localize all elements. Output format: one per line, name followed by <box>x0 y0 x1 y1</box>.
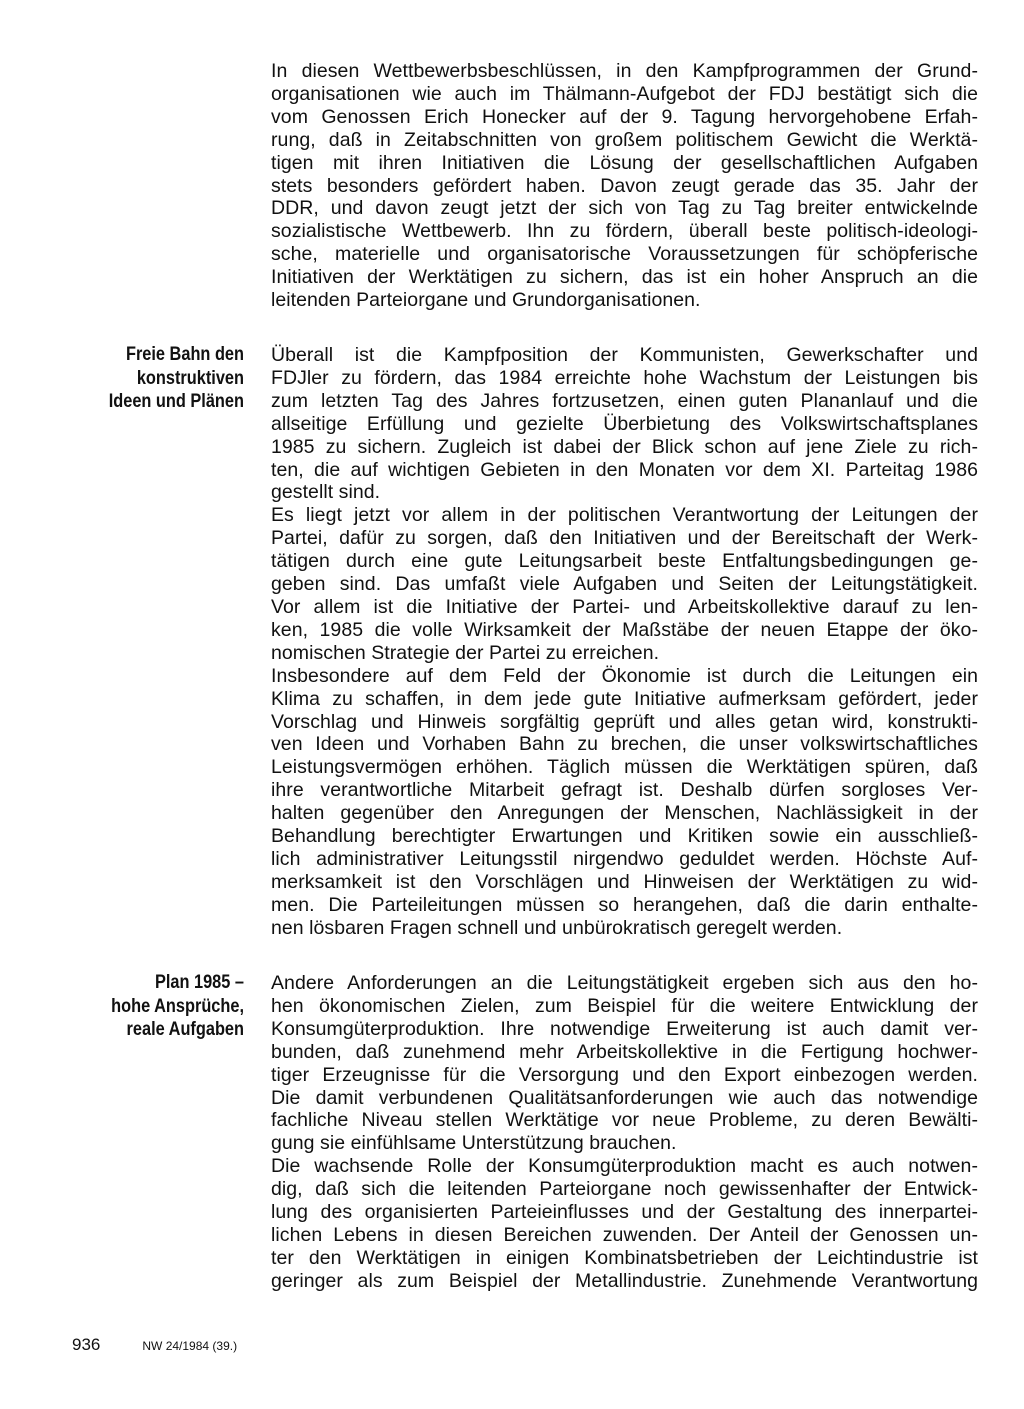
text-line: nomischen Strategie der Partei zu erreichen. <box>271 641 660 664</box>
text-line: Vorschlag und Hinweis sorgfältig geprüft und alles getan wird, konstrukti- <box>271 710 978 733</box>
text-line: gung sie einfühlsame Unterstützung brauchen. <box>271 1132 677 1155</box>
text-line: Partei, dafür zu sorgen, daß den Initiativen und der Bereitschaft der Werk- <box>271 527 978 550</box>
text-line: Leistungsvermögen erhöhen. Täglich müssen die Werktätigen spüren, daß <box>271 756 978 779</box>
text-line: DDR, und davon zeugt jetzt der sich von Tag zu Tag breiter entwickelnde <box>271 197 978 220</box>
text-line: nen lösbaren Fragen schnell und unbürokratisch geregelt werden. <box>271 916 843 939</box>
text-line: Behandlung berechtigter Erwartungen und Kritiken sowie ein ausschließ- <box>271 825 978 848</box>
paragraph-body <box>271 1155 978 1292</box>
page-footer <box>72 1335 237 1356</box>
text-line: tiger Erzeugnisse für die Versorgung und den Export einbezogen werden. <box>271 1063 978 1086</box>
text-line: Andere Anforderungen an die Leitungstätigkeit ergeben sich aus den ho- <box>271 972 978 994</box>
text-line: lung des organisierten Parteieinflusses und der Gestaltung des innerpartei- <box>271 1201 978 1224</box>
sidehead-plan-1985 <box>72 971 244 1042</box>
sidehead-line: hohe Ansprüche, <box>111 995 244 1017</box>
paragraph-body <box>271 504 978 664</box>
text-line: organisationen wie auch im Thälmann-Aufgebot der FDJ bestätigt sich die <box>271 82 978 105</box>
text-line: Initiativen der Werktätigen zu sichern, das ist ein hoher Anspruch an die <box>271 266 978 289</box>
paragraph-body <box>271 665 978 940</box>
text-line: Die damit verbundenen Qualitätsanforderungen wie auch das notwendige <box>271 1086 978 1109</box>
text-line: sche, materielle und organisatorische Voraussetzungen für schöpferische <box>271 243 978 266</box>
section-freie-bahn <box>271 344 978 940</box>
text-line: sozialistische Wettbewerb. Ihn zu fördern, überall beste politisch-ideologi- <box>271 220 978 243</box>
sidehead-line: Ideen und Plänen <box>108 391 245 412</box>
section-plan-1985 <box>271 972 978 1293</box>
text-line: men. Die Parteileitungen müssen so herangehen, daß die darin enthalte- <box>271 893 978 916</box>
text-line: ter den Werktätigen in einigen Kombinatsbetrieben der Leichtindustrie ist <box>271 1246 978 1269</box>
text-line: ten, die auf wichtigen Gebieten in den Monaten vor dem XI. Parteitag 1986 <box>271 458 978 481</box>
paragraph-body <box>271 972 978 1155</box>
text-line: halten gegenüber den Anregungen der Menschen, Nachlässigkeit in der <box>271 802 978 825</box>
text-line: fachliche Niveau stellen Werktätige vor neue Probleme, zu deren Bewälti- <box>271 1109 978 1132</box>
sidehead-line: Freie Bahn den <box>125 344 244 365</box>
text-line: vom Genossen Erich Honecker auf der 9. Tagung hervorgehobene Erfah- <box>271 105 978 128</box>
paragraph-wettbewerbsbeschluesse <box>271 60 978 312</box>
text-line: tigen mit ihren Initiativen die Lösung der gesellschaftlichen Aufgaben <box>271 151 978 174</box>
text-line: FDJler zu fördern, das 1984 erreichte hohe Wachstum der Leistungen bis <box>271 366 978 389</box>
sidehead-line: Plan 1985 – <box>154 972 244 993</box>
text-line: ihre verantwortliche Mitarbeit gefragt ist. Deshalb dürfen sorgloses Ver- <box>271 779 978 802</box>
text-line: allseitige Erfüllung und gezielte Überbietung des Volkswirtschaftsplanes <box>271 412 978 435</box>
text-line: lichen Lebens in diesen Bereichen zuwenden. Der Anteil der Genossen un- <box>271 1223 978 1246</box>
paragraph-body <box>271 60 978 312</box>
text-line: 1985 zu sichern. Zugleich ist dabei der Blick schon auf jene Ziele zu rich- <box>271 435 978 458</box>
text-line: ven Ideen und Vorhaben Bahn zu brechen, die unser volkswirtschaftliches <box>271 733 978 756</box>
text-line: Insbesondere auf dem Feld der Ökonomie ist durch die Leitungen ein <box>271 664 978 687</box>
text-line: stets besonders gefördert haben. Davon zeugt gerade das 35. Jahr der <box>271 174 978 197</box>
text-line: merksamkeit ist den Vorschlägen und Hinweisen der Werktätigen zu wid- <box>271 870 978 893</box>
text-line: zum letzten Tag des Jahres fortzusetzen, einen guten Plananlauf und die <box>271 389 978 412</box>
sidehead-line: konstruktiven <box>136 367 244 389</box>
text-line: hen ökonomischen Zielen, zum Beispiel für die weitere Entwicklung der <box>271 994 978 1017</box>
text-line: geben sind. Das umfaßt viele Aufgaben und Seiten der Leitungstätigkeit. <box>271 573 978 596</box>
text-line: Die wachsende Rolle der Konsumgüterproduktion macht es auch notwen- <box>271 1155 978 1178</box>
text-line: Vor allem ist die Initiative der Partei- und Arbeitskollektive darauf zu len- <box>271 595 978 618</box>
sidehead-freie-bahn <box>72 343 244 414</box>
text-line: lich administrativer Leitungsstil nirgendwo geduldet werden. Höchste Auf- <box>271 847 978 870</box>
text-line: Klima zu schaffen, in dem jede gute Initiative aufmerksam gefördert, jeder <box>271 687 978 710</box>
text-line: Überall ist die Kampfposition der Kommunisten, Gewerkschafter und <box>271 344 978 366</box>
text-line: gestellt sind. <box>271 481 381 504</box>
text-line: dig, daß sich die leitenden Parteiorgane noch gewissenhafter der Entwick- <box>271 1178 978 1201</box>
text-line: ken, 1985 die volle Wirksamkeit der Maßstäbe der neuen Etappe der öko- <box>271 618 978 641</box>
text-line: Es liegt jetzt vor allem in der politischen Verantwortung der Leitungen der <box>271 504 978 527</box>
text-line: In diesen Wettbewerbsbeschlüssen, in den Kampfprogrammen der Grund- <box>271 60 978 82</box>
text-line: geringer als zum Beispiel der Metallindustrie. Zunehmende Verantwortung <box>271 1269 978 1292</box>
text-line: leitenden Parteiorgane und Grundorganisationen. <box>271 289 701 312</box>
paragraph-body <box>271 344 978 504</box>
text-line: tätigen durch eine gute Leitungsarbeit beste Entfaltungsbedingungen ge- <box>271 550 978 573</box>
text-line: bunden, daß zunehmend mehr Arbeitskollektive in die Fertigung hochwer- <box>271 1040 978 1063</box>
text-line: Konsumgüterproduktion. Ihre notwendige Erweiterung ist auch damit ver- <box>271 1017 978 1040</box>
text-line: rung, daß in Zeitabschnitten von großem politischem Gewicht die Werktä- <box>271 128 978 151</box>
sidehead-line: reale Aufgaben <box>126 1019 244 1040</box>
page-number: 936 <box>72 1335 101 1354</box>
issue-label: NW 24/1984 (39.) <box>142 1339 238 1353</box>
